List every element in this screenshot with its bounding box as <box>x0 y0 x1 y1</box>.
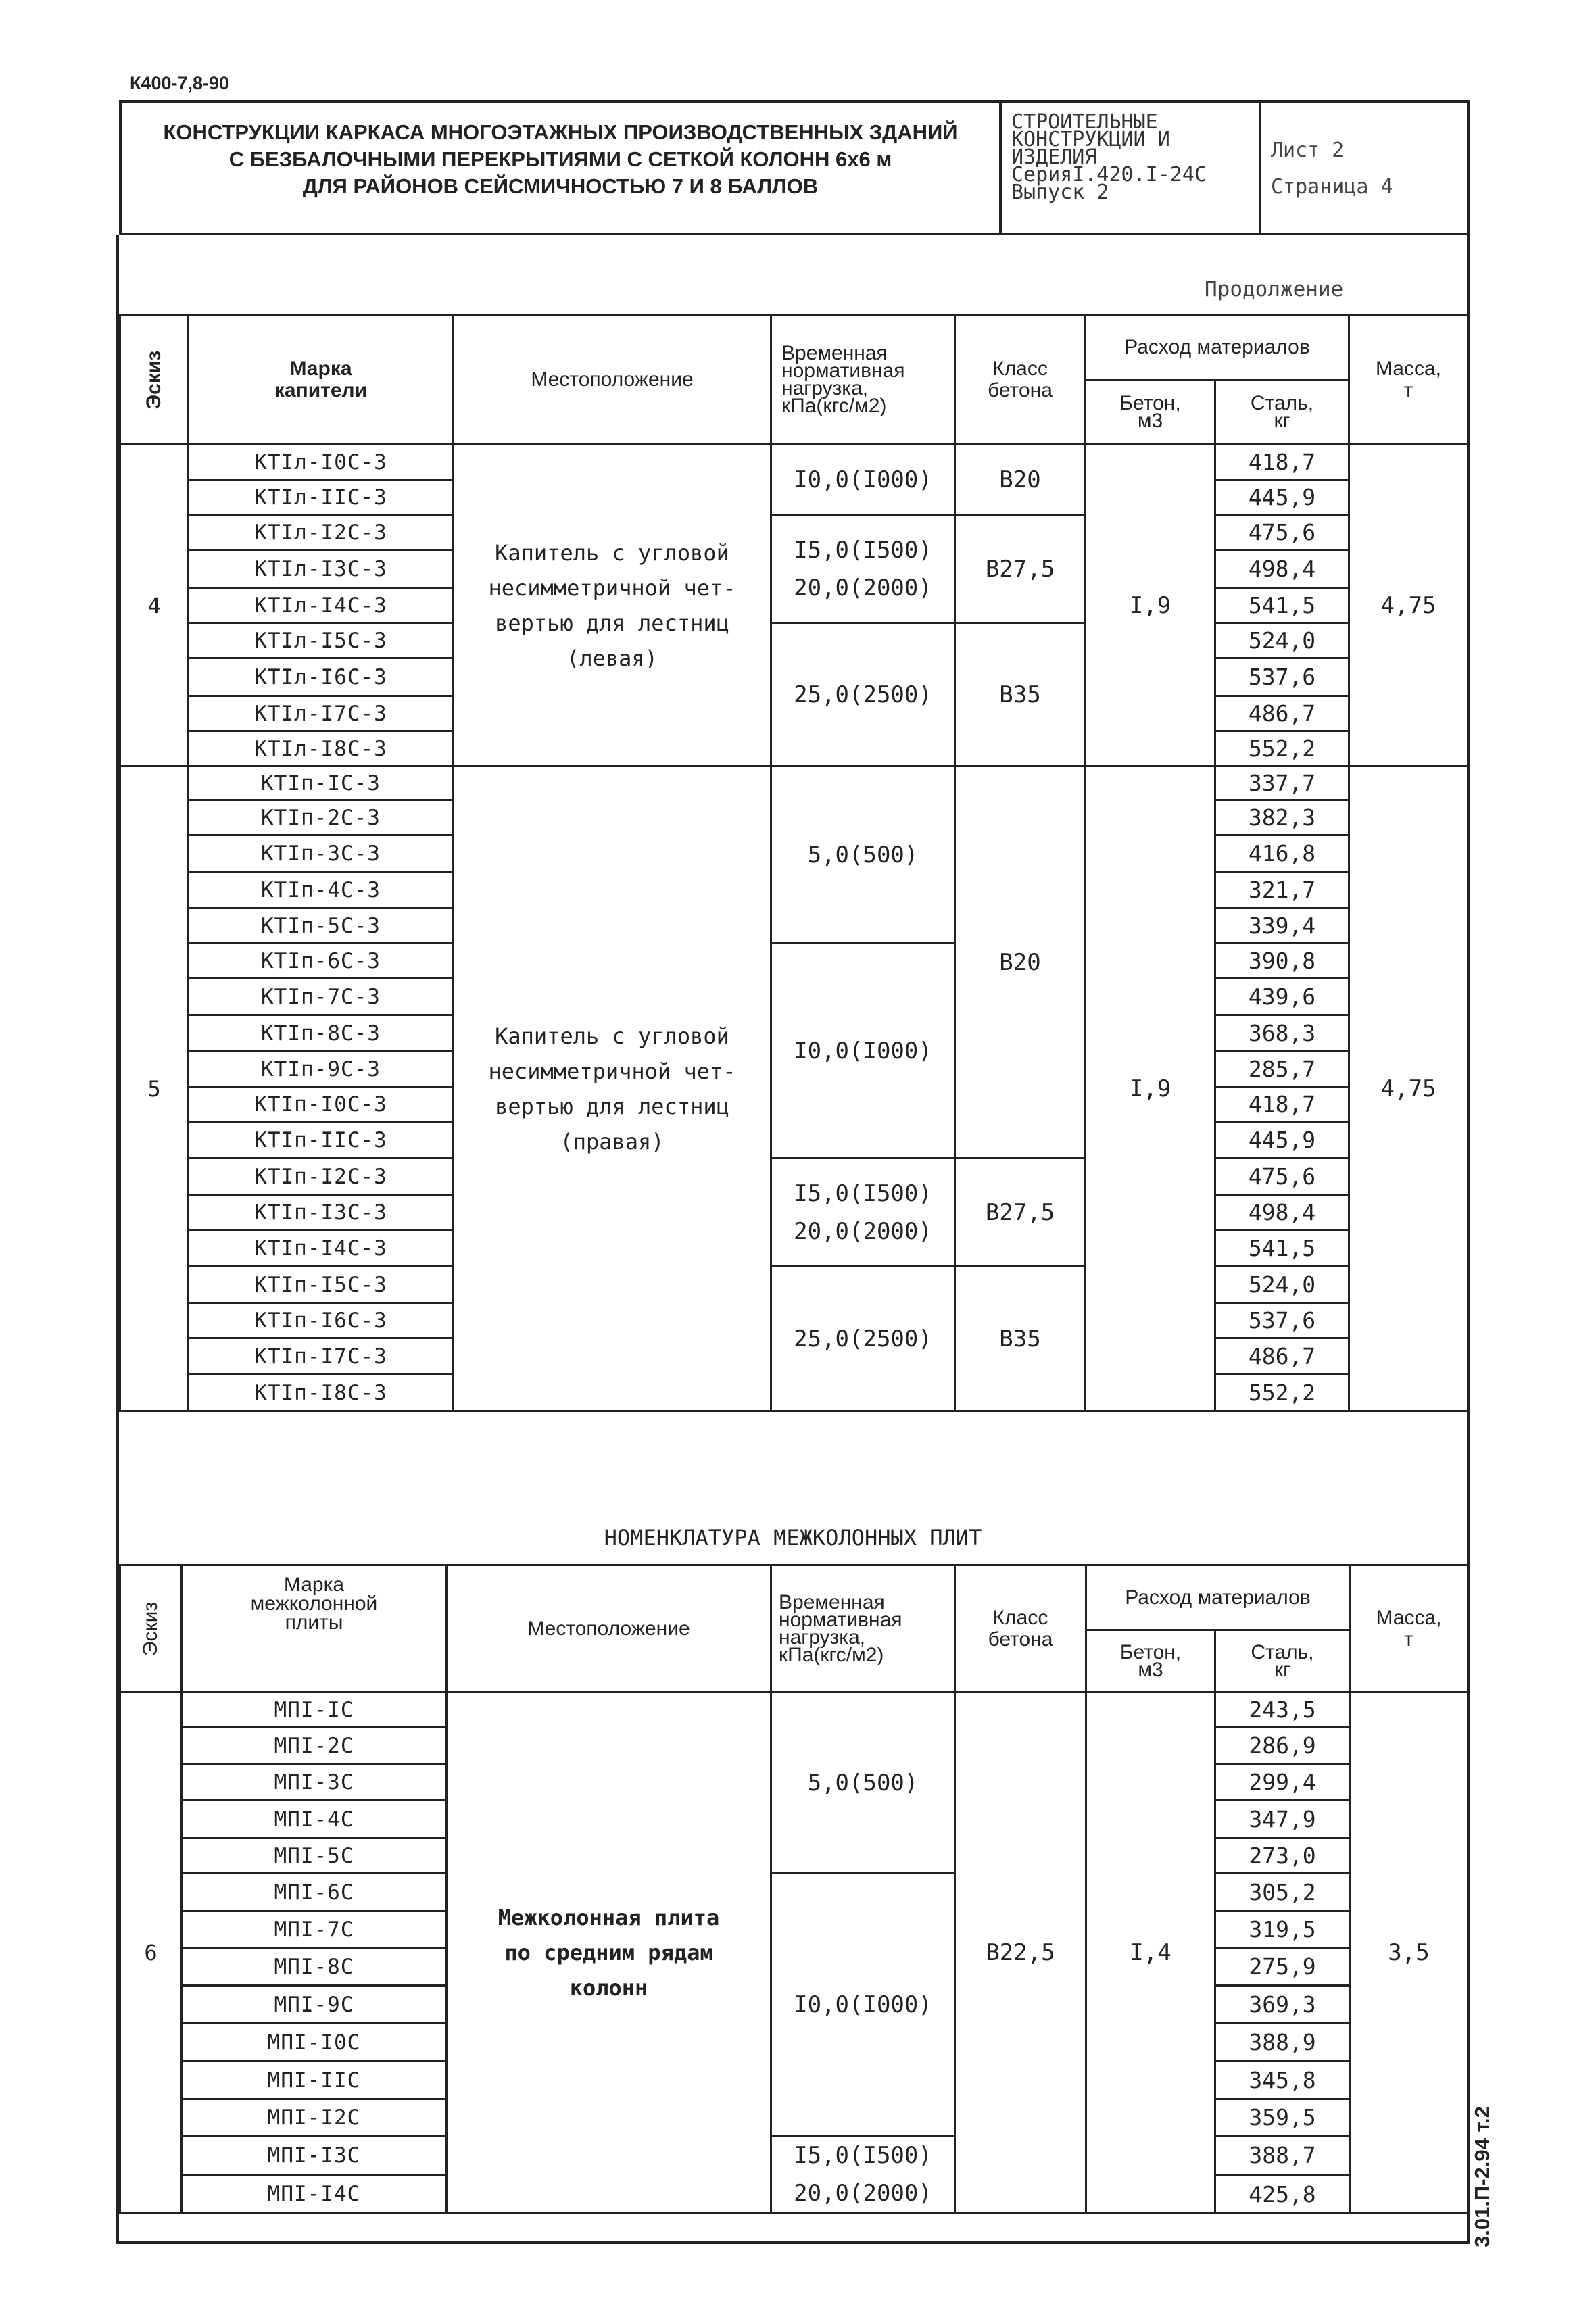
mark-cell: МПI-I2С <box>182 2099 447 2136</box>
steel-cell: 418,7 <box>1215 1087 1349 1122</box>
steel-cell: 319,5 <box>1215 1911 1350 1948</box>
col-mark: Марка капители <box>189 315 454 445</box>
mark-cell: КТIп-8С-3 <box>189 1015 454 1052</box>
load-cell: I5,0(I500) 20,0(2000) <box>771 515 955 623</box>
steel-cell: 388,7 <box>1215 2136 1350 2176</box>
steel-cell: 305,2 <box>1215 1874 1350 1911</box>
steel-cell: 285,7 <box>1215 1052 1349 1087</box>
mark-cell: МПI-5С <box>182 1838 447 1874</box>
steel-cell: 475,6 <box>1215 515 1349 550</box>
col-class: Класс бетона <box>955 315 1086 445</box>
steel-cell: 243,5 <box>1215 1692 1350 1728</box>
col-eskiz: Эскиз <box>120 1565 182 1692</box>
steel-cell: 524,0 <box>1215 1267 1349 1303</box>
steel-cell: 475,6 <box>1215 1159 1349 1195</box>
mark-cell: КТIп-3С-3 <box>189 835 454 872</box>
mark-cell: МПI-I0С <box>182 2024 447 2062</box>
steel-cell: 498,4 <box>1215 550 1349 588</box>
mark-cell: МПI-7С <box>182 1911 447 1948</box>
load-cell: I5,0(I500) 20,0(2000) <box>771 1159 955 1267</box>
col-materials: Расход материалов <box>1086 315 1349 380</box>
series-line-3: ИЗДЕЛИЯ <box>1011 145 1097 169</box>
col-location: Местоположение <box>454 315 771 445</box>
mark-cell: КТIп-I3С-3 <box>189 1195 454 1230</box>
mark-cell: КТIп-IIС-3 <box>189 1122 454 1159</box>
mark-cell: КТIл-I3С-3 <box>189 550 454 588</box>
title-block <box>119 100 1470 235</box>
concrete-class-cell: В20 <box>955 445 1086 515</box>
load-cell: I5,0(I500) 20,0(2000) <box>771 2136 955 2214</box>
col-class: Класс бетона <box>955 1565 1086 1692</box>
mark-cell: КТIп-I4С-3 <box>189 1230 454 1267</box>
table-row <box>120 944 1468 979</box>
mark-cell: КТIл-I6С-3 <box>189 658 454 696</box>
frame-bottom <box>116 2241 1470 2244</box>
mark-cell: КТIп-IС-3 <box>189 766 454 800</box>
table-row <box>120 2136 1468 2176</box>
mark-cell: МПI-4С <box>182 1801 447 1838</box>
continuation-label: Продолжение <box>1205 277 1344 301</box>
table-row <box>120 623 1468 658</box>
steel-cell: 275,9 <box>1215 1948 1350 1986</box>
mark-cell: КТIп-I6С-3 <box>189 1303 454 1338</box>
location-cell: Межколонная плита по средним рядам колонн <box>447 1692 771 2214</box>
steel-cell: 486,7 <box>1215 1338 1349 1375</box>
steel-cell: 382,3 <box>1215 800 1349 835</box>
mark-cell: МПI-9С <box>182 1986 447 2024</box>
steel-cell: 439,6 <box>1215 979 1349 1015</box>
col-mass: Масса, т <box>1350 1565 1468 1692</box>
load-cell: 5,0(500) <box>771 1692 955 1874</box>
col-mass: Масса, т <box>1349 315 1468 445</box>
steel-cell: 337,7 <box>1215 766 1349 800</box>
steel-cell: 498,4 <box>1215 1195 1349 1230</box>
mark-cell: КТIп-7С-3 <box>189 979 454 1015</box>
concrete-class-cell: В20 <box>955 766 1086 1159</box>
steel-cell: 541,5 <box>1215 1230 1349 1267</box>
table-row <box>120 1267 1468 1303</box>
series-line-1: СТРОИТЕЛЬНЫЕ <box>1011 110 1158 134</box>
steel-cell: 299,4 <box>1215 1764 1350 1801</box>
col-concrete: Бетон, м3 <box>1086 1630 1215 1692</box>
concrete-class-cell: В22,5 <box>955 1692 1086 2214</box>
col-location: Местоположение <box>447 1565 771 1692</box>
mark-cell: МПI-I4С <box>182 2175 447 2213</box>
mark-cell: КТIп-4С-3 <box>189 872 454 908</box>
title-line-1: КОНСТРУКЦИИ КАРКАСА МНОГОЭТАЖНЫХ ПРОИЗВОДСТВЕННЫХ ЗДАНИЙ <box>163 120 958 144</box>
eskiz-number: 5 <box>120 766 189 1411</box>
mark-cell: КТIл-I5С-3 <box>189 623 454 658</box>
page-number: Страница 4 <box>1271 175 1393 199</box>
steel-cell: 552,2 <box>1215 1375 1349 1411</box>
concrete-class-cell: В27,5 <box>955 515 1086 623</box>
title-line-2: С БЕЗБАЛОЧНЫМИ ПЕРЕКРЫТИЯМИ С СЕТКОЙ КОЛОНН 6х6 м <box>228 147 892 171</box>
mark-cell: КТIп-6С-3 <box>189 944 454 979</box>
steel-cell: 388,9 <box>1215 2024 1350 2062</box>
concrete-volume-cell: I,9 <box>1086 445 1215 766</box>
load-cell: I0,0(I000) <box>771 944 955 1159</box>
series-line-4: СерияI.420.I-24С <box>1011 163 1207 187</box>
mark-cell: КТIп-2С-3 <box>189 800 454 835</box>
steel-cell: 359,5 <box>1215 2099 1350 2136</box>
steel-cell: 537,6 <box>1215 1303 1349 1338</box>
series-cell <box>999 103 1261 233</box>
table-row <box>120 515 1468 550</box>
steel-cell: 368,3 <box>1215 1015 1349 1052</box>
location-cell: Капитель с угловой несимметричной чет- вертью для лестниц (правая) <box>454 766 771 1411</box>
col-eskiz: Эскиз <box>120 315 189 445</box>
mark-cell: КТIп-9С-3 <box>189 1052 454 1087</box>
steel-cell: 537,6 <box>1215 658 1349 696</box>
sheet-number: Лист 2 <box>1271 139 1345 162</box>
mark-cell: КТIл-I0С-3 <box>189 445 454 480</box>
steel-cell: 445,9 <box>1215 1122 1349 1159</box>
load-cell: 5,0(500) <box>771 766 955 944</box>
mass-cell: 3,5 <box>1350 1692 1468 2214</box>
steel-cell: 486,7 <box>1215 696 1349 731</box>
mark-cell: КТIп-I2С-3 <box>189 1159 454 1195</box>
eskiz-number: 6 <box>120 1692 182 2214</box>
side-code: 3.01.П-2.94 т.2 <box>1470 2106 1494 2247</box>
col-steel: Сталь, кг <box>1215 380 1349 445</box>
load-cell: I0,0(I000) <box>771 1874 955 2136</box>
steel-cell: 425,8 <box>1215 2175 1350 2213</box>
concrete-class-cell: В27,5 <box>955 1159 1086 1267</box>
steel-cell: 541,5 <box>1215 588 1349 623</box>
location-cell: Капитель с угловой несимметричной чет- вертью для лестниц (левая) <box>454 445 771 766</box>
series-line-2: КОНСТРУКЦИИ И <box>1011 128 1170 151</box>
steel-cell: 339,4 <box>1215 908 1349 944</box>
table-row <box>120 766 1468 800</box>
title-cell <box>122 103 1002 233</box>
steel-cell: 286,9 <box>1215 1728 1350 1764</box>
mark-cell: МПI-IС <box>182 1692 447 1728</box>
steel-cell: 418,7 <box>1215 445 1349 480</box>
steel-cell: 552,2 <box>1215 731 1349 766</box>
table-row <box>120 445 1468 480</box>
mark-cell: КТIл-I7С-3 <box>189 696 454 731</box>
mark-cell: КТIл-I4С-3 <box>189 588 454 623</box>
load-cell: I0,0(I000) <box>771 445 955 515</box>
plates-table <box>119 1564 1469 2214</box>
steel-cell: 345,8 <box>1215 2062 1350 2099</box>
table-row <box>120 1159 1468 1195</box>
mark-cell: КТIл-IIС-3 <box>189 480 454 515</box>
concrete-volume-cell: I,4 <box>1086 1692 1215 2214</box>
col-load: Временная нормативная нагрузка, кПа(кгс/м2) <box>771 1565 955 1692</box>
steel-cell: 321,7 <box>1215 872 1349 908</box>
concrete-class-cell: В35 <box>955 1267 1086 1411</box>
col-materials: Расход материалов <box>1086 1565 1350 1630</box>
mark-cell: МПI-8С <box>182 1948 447 1986</box>
mark-cell: МПI-6С <box>182 1874 447 1911</box>
capitals-table <box>119 314 1469 1411</box>
load-cell: 25,0(2500) <box>771 1267 955 1411</box>
concrete-class-cell: В35 <box>955 623 1086 766</box>
mass-cell: 4,75 <box>1349 445 1468 766</box>
eskiz-number: 4 <box>120 445 189 766</box>
mark-cell: МПI-IIС <box>182 2062 447 2099</box>
mark-cell: КТIп-I0С-3 <box>189 1087 454 1122</box>
col-steel: Сталь, кг <box>1215 1630 1350 1692</box>
mark-cell: МПI-2С <box>182 1728 447 1764</box>
mark-cell: МПI-3С <box>182 1764 447 1801</box>
col-mark: Марка межколонной плиты <box>182 1565 447 1692</box>
mark-cell: КТIп-5С-3 <box>189 908 454 944</box>
steel-cell: 273,0 <box>1215 1838 1350 1874</box>
table-row <box>120 1692 1468 1728</box>
concrete-volume-cell: I,9 <box>1086 766 1215 1411</box>
mass-cell: 4,75 <box>1349 766 1468 1411</box>
section-title-plates: НОМЕНКЛАТУРА МЕЖКОЛОННЫХ ПЛИТ <box>604 1525 982 1551</box>
col-concrete: Бетон, м3 <box>1086 380 1215 445</box>
steel-cell: 524,0 <box>1215 623 1349 658</box>
mark-cell: КТIп-I8С-3 <box>189 1375 454 1411</box>
steel-cell: 445,9 <box>1215 480 1349 515</box>
steel-cell: 416,8 <box>1215 835 1349 872</box>
mark-cell: КТIп-I5С-3 <box>189 1267 454 1303</box>
mark-cell: КТIп-I7С-3 <box>189 1338 454 1375</box>
series-line-5: Выпуск 2 <box>1011 180 1109 204</box>
table-row <box>120 1874 1468 1911</box>
steel-cell: 390,8 <box>1215 944 1349 979</box>
mark-cell: МПI-I3С <box>182 2136 447 2176</box>
steel-cell: 369,3 <box>1215 1986 1350 2024</box>
load-cell: 25,0(2500) <box>771 623 955 766</box>
steel-cell: 347,9 <box>1215 1801 1350 1838</box>
col-load: Временная нормативная нагрузка, кПа(кгс/м2) <box>771 315 955 445</box>
mark-cell: КТIл-I8С-3 <box>189 731 454 766</box>
title-line-3: ДЛЯ РАЙОНОВ СЕЙСМИЧНОСТЬЮ 7 И 8 БАЛЛОВ <box>302 174 819 198</box>
doc-code: К400-7,8-90 <box>130 73 230 93</box>
mark-cell: КТIл-I2С-3 <box>189 515 454 550</box>
